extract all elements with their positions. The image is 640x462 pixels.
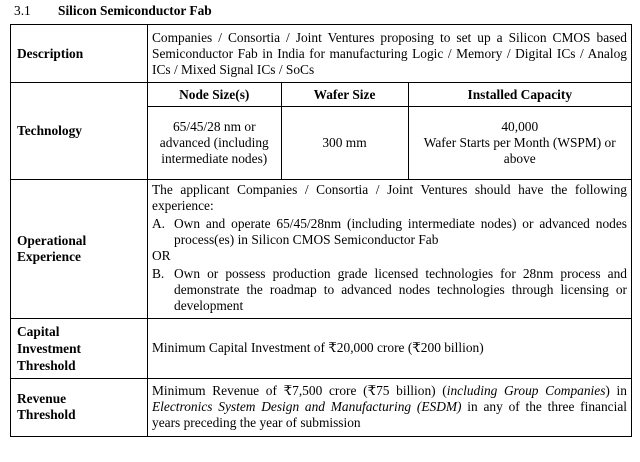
- revenue-row: [11, 378, 632, 436]
- header-installed-capacity: Installed Capacity: [408, 83, 631, 107]
- technology-row: [11, 83, 632, 180]
- section-title: Silicon Semiconductor Fab: [58, 3, 212, 18]
- list-item-text: Own or possess production grade licensed technologies for 28nm process and demonstrate the roadmap to advanced nodes technologies through licensing or development: [174, 265, 627, 313]
- capital-text: Minimum Capital Investment of ₹20,000 crore (₹200 billion): [148, 318, 632, 378]
- list-item: [152, 216, 627, 248]
- technology-label: Technology: [11, 83, 148, 180]
- node-size-value: 65/45/28 nm or advanced (including intermediate nodes): [148, 107, 281, 179]
- section-number: 3.1: [14, 3, 31, 18]
- capital-label-text: Capital Investment Threshold: [17, 323, 81, 373]
- revenue-text-part: in any of the three financial years preceding the year of submission: [152, 399, 628, 430]
- technology-subtable: [148, 83, 631, 179]
- capacity-text: Wafer Starts per Month (WSPM) or above: [423, 134, 616, 166]
- revenue-label: [11, 378, 148, 436]
- header-node-size: Node Size(s): [148, 83, 281, 107]
- revenue-label-text: Revenue Threshold: [17, 391, 76, 422]
- description-label: Description: [11, 25, 148, 83]
- technology-value-row: [148, 107, 631, 179]
- list-item-text: Own and operate 65/45/28nm (including intermediate nodes) or advanced nodes process(es) in Silicon CMOS Semiconductor Fab: [174, 215, 627, 247]
- list-item: [152, 266, 627, 314]
- revenue-text-part: ) in: [605, 383, 627, 398]
- operational-label: Operational Experience: [11, 179, 148, 318]
- capital-label: [11, 318, 148, 378]
- description-text: Companies / Consortia / Joint Ventures proposing to set up a Silicon CMOS based Semiconductor Fab in India for manufacturing Logic / Memory / Digital ICs / Analog ICs / Mixed Signal ICs / SoCs: [148, 25, 632, 83]
- operational-cell: [148, 179, 632, 318]
- or-text: OR: [152, 247, 171, 263]
- revenue-italic-esdm: Electronics System Design and Manufacturing (ESDM): [152, 399, 462, 414]
- experience-list: [152, 216, 627, 314]
- capacity-cell: [408, 107, 631, 179]
- revenue-text: [148, 378, 632, 436]
- eligibility-table: [10, 24, 632, 437]
- revenue-italic-group: including Group Companies: [446, 383, 606, 398]
- revenue-text-part: Minimum Revenue of ₹7,500 crore (₹75 billion) (: [152, 383, 447, 398]
- operational-intro: The applicant Companies / Consortia / Joint Ventures should have the following experience:: [152, 181, 627, 213]
- capital-row: [11, 318, 632, 378]
- list-marker: A.: [152, 215, 166, 231]
- technology-header-row: [148, 83, 631, 107]
- description-row: [11, 25, 632, 83]
- capacity-value: 40,000: [501, 118, 539, 134]
- list-marker: B.: [152, 265, 165, 281]
- or-separator: [152, 248, 627, 264]
- section-heading: [14, 3, 212, 19]
- operational-row: [11, 179, 632, 318]
- technology-cell: [148, 83, 632, 180]
- header-wafer-size: Wafer Size: [281, 83, 408, 107]
- wafer-size-value: 300 mm: [281, 107, 408, 179]
